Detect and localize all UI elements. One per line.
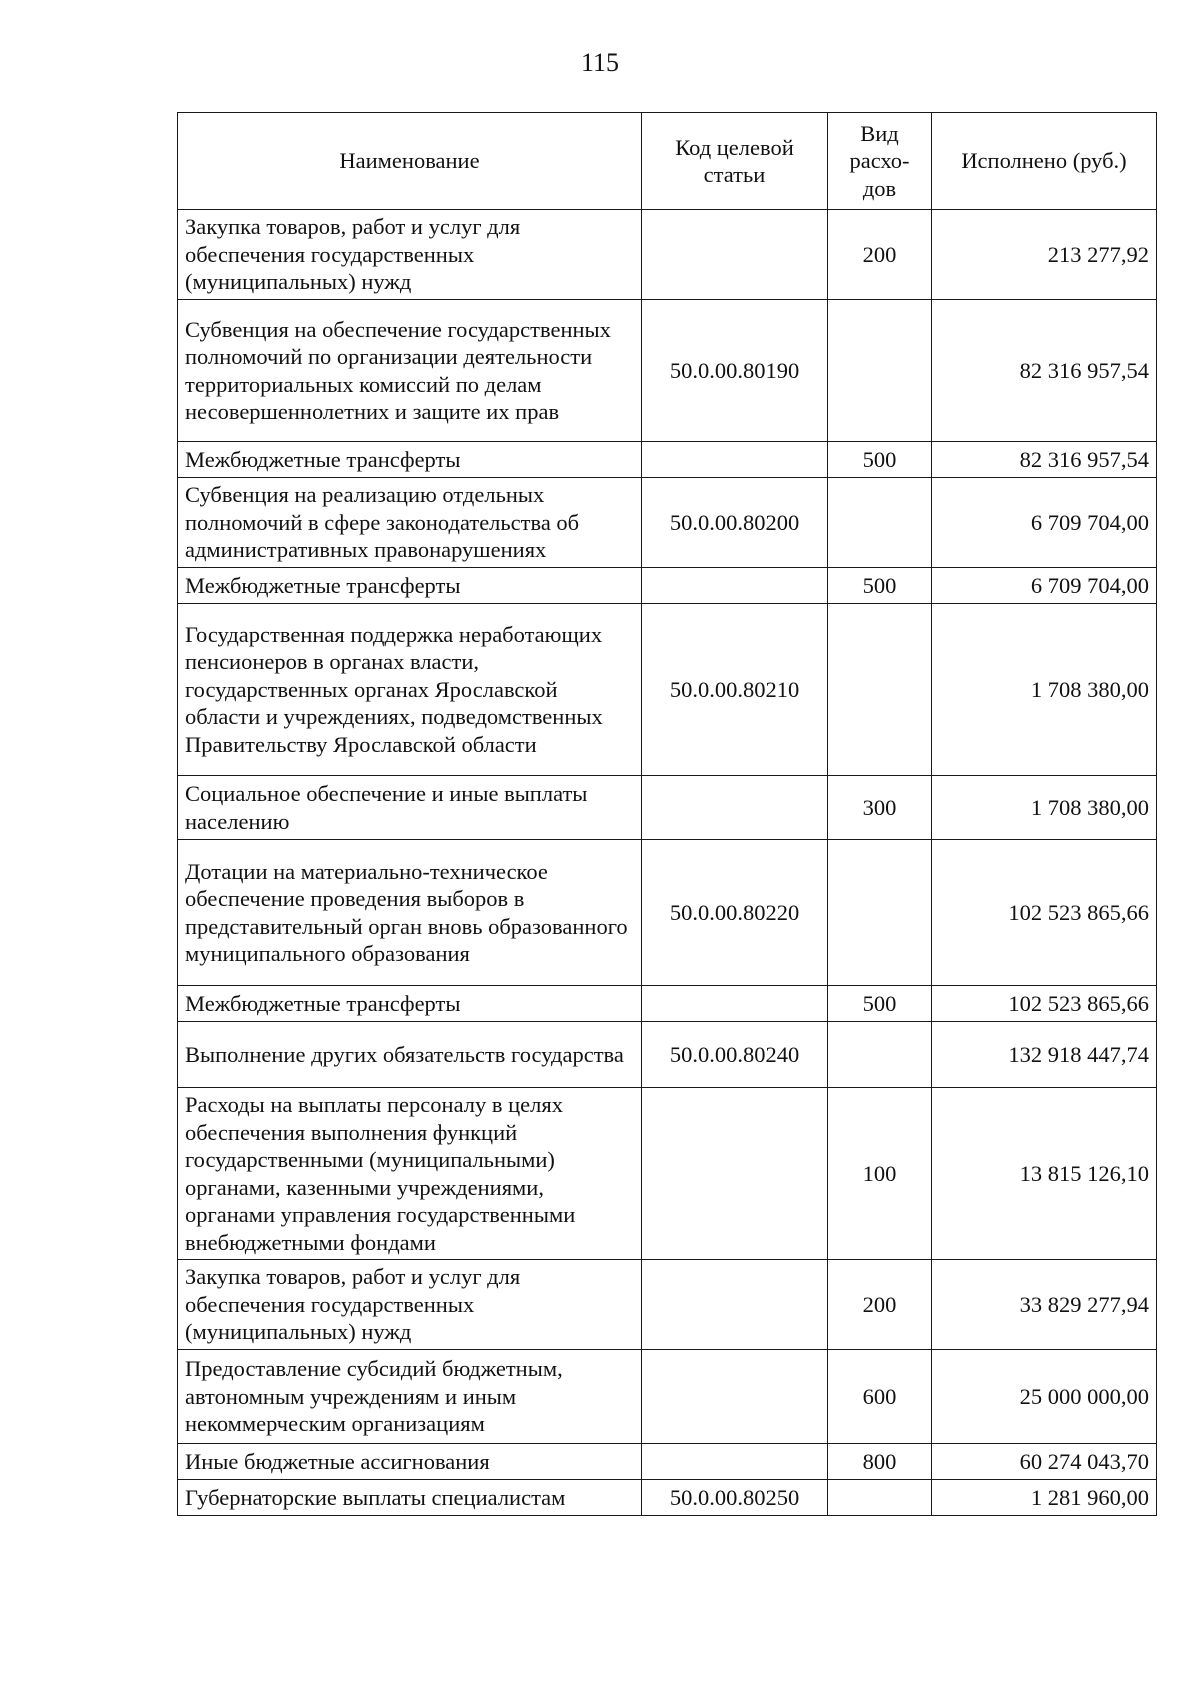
row-amount: 132 918 447,74 [932, 1022, 1157, 1088]
budget-table [177, 112, 1157, 1516]
row-amount: 82 316 957,54 [932, 442, 1157, 478]
row-code [642, 1260, 828, 1350]
row-code [642, 442, 828, 478]
row-kind: 500 [828, 986, 932, 1022]
row-name: Губернаторские выплаты специалистам [178, 1480, 642, 1516]
row-code [642, 1350, 828, 1444]
row-code [642, 776, 828, 840]
row-kind: 100 [828, 1088, 932, 1260]
row-name: Закупка товаров, работ и услуг для обеспечения государственных (муниципальных) нужд [178, 1260, 642, 1350]
row-name: Межбюджетные трансферты [178, 442, 642, 478]
row-kind: 200 [828, 210, 932, 300]
row-amount: 60 274 043,70 [932, 1444, 1157, 1480]
row-name: Межбюджетные трансферты [178, 568, 642, 604]
row-name: Дотации на материально-техническое обеспечение проведения выборов в представительный орган вновь образованного муниципального образования [178, 840, 642, 986]
table-row [178, 210, 1157, 300]
row-amount: 102 523 865,66 [932, 840, 1157, 986]
row-code [642, 1444, 828, 1480]
row-code: 50.0.00.80240 [642, 1022, 828, 1088]
row-name: Государственная поддержка неработающих пенсионеров в органах власти, государственных органах Ярославской области и учреждениях, подведомственных Правительству Ярославской области [178, 604, 642, 776]
row-code: 50.0.00.80200 [642, 478, 828, 568]
table-row [178, 986, 1157, 1022]
row-amount: 6 709 704,00 [932, 568, 1157, 604]
row-kind [828, 300, 932, 442]
row-name: Расходы на выплаты персоналу в целях обеспечения выполнения функций государственными (муниципальными) органами, казенными учреждениями, органами управления государственными внебюджетными фондами [178, 1088, 642, 1260]
row-name: Субвенция на реализацию отдельных полномочий в сфере законодательства об административных правонарушениях [178, 478, 642, 568]
row-kind [828, 604, 932, 776]
row-kind: 500 [828, 442, 932, 478]
row-amount: 25 000 000,00 [932, 1350, 1157, 1444]
row-code: 50.0.00.80250 [642, 1480, 828, 1516]
row-code [642, 210, 828, 300]
row-name: Иные бюджетные ассигнования [178, 1444, 642, 1480]
table-row [178, 1088, 1157, 1260]
row-amount: 6 709 704,00 [932, 478, 1157, 568]
table-row [178, 442, 1157, 478]
table-row [178, 1444, 1157, 1480]
header-amount: Исполнено (руб.) [932, 113, 1157, 210]
page-number: 115 [580, 48, 620, 77]
table-row [178, 1022, 1157, 1088]
row-kind: 200 [828, 1260, 932, 1350]
row-amount: 102 523 865,66 [932, 986, 1157, 1022]
row-kind [828, 478, 932, 568]
row-amount: 1 708 380,00 [932, 776, 1157, 840]
row-name: Субвенция на обеспечение государственных полномочий по организации деятельности территориальных комиссий по делам несовершеннолетних и защите их прав [178, 300, 642, 442]
table-row [178, 1480, 1157, 1516]
row-code [642, 1088, 828, 1260]
row-kind: 800 [828, 1444, 932, 1480]
row-kind [828, 1480, 932, 1516]
row-amount: 13 815 126,10 [932, 1088, 1157, 1260]
row-name: Социальное обеспечение и иные выплаты населению [178, 776, 642, 840]
row-kind [828, 840, 932, 986]
row-code [642, 986, 828, 1022]
header-name: Наименование [178, 113, 642, 210]
row-kind [828, 1022, 932, 1088]
row-code: 50.0.00.80190 [642, 300, 828, 442]
row-name: Межбюджетные трансферты [178, 986, 642, 1022]
row-amount: 82 316 957,54 [932, 300, 1157, 442]
row-code [642, 568, 828, 604]
row-amount: 1 281 960,00 [932, 1480, 1157, 1516]
table-row [178, 604, 1157, 776]
table-row [178, 1260, 1157, 1350]
table-row [178, 1350, 1157, 1444]
row-kind: 500 [828, 568, 932, 604]
table-row [178, 478, 1157, 568]
row-amount: 33 829 277,94 [932, 1260, 1157, 1350]
row-code: 50.0.00.80210 [642, 604, 828, 776]
table-row [178, 568, 1157, 604]
header-kind: Вид расхо-дов [828, 113, 932, 210]
table-header-row [178, 113, 1157, 210]
header-code: Код целевой статьи [642, 113, 828, 210]
row-name: Выполнение других обязательств государства [178, 1022, 642, 1088]
row-amount: 1 708 380,00 [932, 604, 1157, 776]
row-name: Предоставление субсидий бюджетным, автономным учреждениям и иным некоммерческим организациям [178, 1350, 642, 1444]
row-kind: 600 [828, 1350, 932, 1444]
table-row [178, 840, 1157, 986]
row-amount: 213 277,92 [932, 210, 1157, 300]
table-row [178, 776, 1157, 840]
row-code: 50.0.00.80220 [642, 840, 828, 986]
row-kind: 300 [828, 776, 932, 840]
table-row [178, 300, 1157, 442]
row-name: Закупка товаров, работ и услуг для обеспечения государственных (муниципальных) нужд [178, 210, 642, 300]
